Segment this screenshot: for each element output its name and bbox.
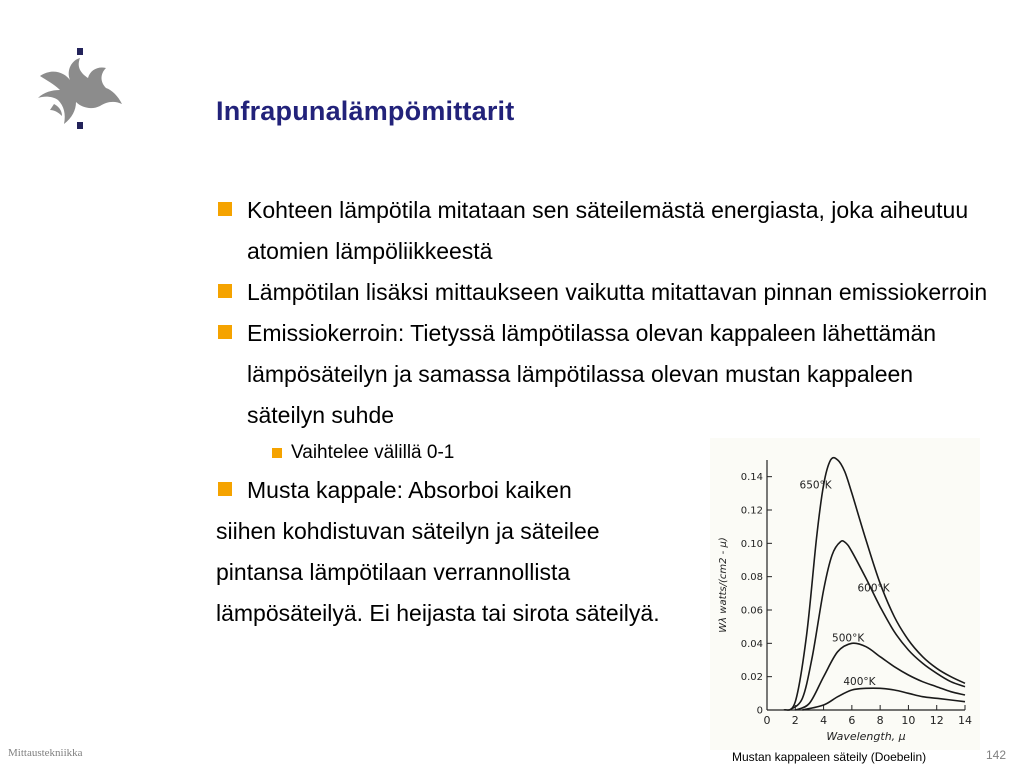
footer-course-name: Mittaustekniikka: [8, 747, 83, 759]
x-tick-label: 10: [901, 714, 916, 727]
x-tick-label: 14: [958, 714, 972, 727]
x-tick-label: 0: [763, 714, 771, 727]
y-tick-label: 0.08: [740, 572, 763, 584]
y-axis-title: Wλ watts/(cm2 - μ): [718, 537, 729, 633]
series-line-400°K: [802, 688, 965, 710]
sub-bullet-text: Vaihtelee välillä 0-1: [291, 442, 455, 463]
bullet-square-icon: [218, 202, 232, 216]
bullet-text-continuation: siihen kohdistuvan säteilyn ja säteilee pintansa lämpötilaan verrannollista lämpösäteilyä. Ei heijasta tai sirota säteilyä.: [216, 518, 660, 626]
bullet-square-icon: [218, 325, 232, 339]
series-line-600°K: [790, 541, 965, 710]
y-tick-label: 0.14: [740, 472, 763, 484]
x-axis-title: Wavelength, μ: [826, 730, 906, 743]
blackbody-radiation-chart: [710, 438, 980, 750]
page-number: 142: [986, 748, 1007, 762]
bullet-item: [216, 190, 996, 272]
bullet-square-icon: [218, 482, 232, 496]
x-tick-label: 8: [876, 714, 884, 727]
series-label: 500°K: [832, 632, 865, 645]
bullet-item: [216, 313, 996, 436]
x-tick-label: 2: [791, 714, 799, 727]
series-label: 600°K: [857, 582, 890, 595]
y-tick-label: 0: [756, 705, 763, 717]
bullet-square-icon: [218, 284, 232, 298]
bullet-text: Emissiokerroin: Tietyssä lämpötilassa olevan kappaleen lähettämän lämpösäteilyn ja samassa lämpötilassa olevan mustan kappaleen säteilyn suhde: [247, 320, 937, 428]
sub-bullet-square-icon: [272, 448, 282, 458]
y-tick-label: 0.04: [740, 638, 763, 650]
x-tick-label: 6: [848, 714, 856, 727]
bullet-text: Musta kappale: Absorboi kaiken: [247, 477, 572, 503]
x-tick-label: 4: [820, 714, 828, 727]
series-label: 400°K: [843, 676, 876, 688]
bullet-text: Kohteen lämpötila mitataan sen säteilemästä energiasta, joka aiheutuu atomien lämpöliikkeestä: [247, 197, 969, 264]
series-line-500°K: [795, 643, 965, 710]
y-tick-label: 0.06: [740, 605, 763, 617]
slide-title: Infrapunalämpömittarit: [216, 96, 515, 126]
chart-caption: Mustan kappaleen säteily (Doebelin): [732, 750, 927, 764]
bullet-item: [216, 272, 996, 313]
bullet-text: Lämpötilan lisäksi mittaukseen vaikutta mitattavan pinnan emissiokerroin: [247, 279, 988, 305]
series-label: 650°K: [799, 479, 832, 492]
y-tick-label: 0.12: [740, 505, 763, 517]
y-tick-label: 0.10: [740, 538, 763, 550]
y-tick-label: 0.02: [740, 672, 763, 684]
university-flame-logo-icon: [36, 44, 126, 136]
x-tick-label: 12: [929, 714, 944, 727]
